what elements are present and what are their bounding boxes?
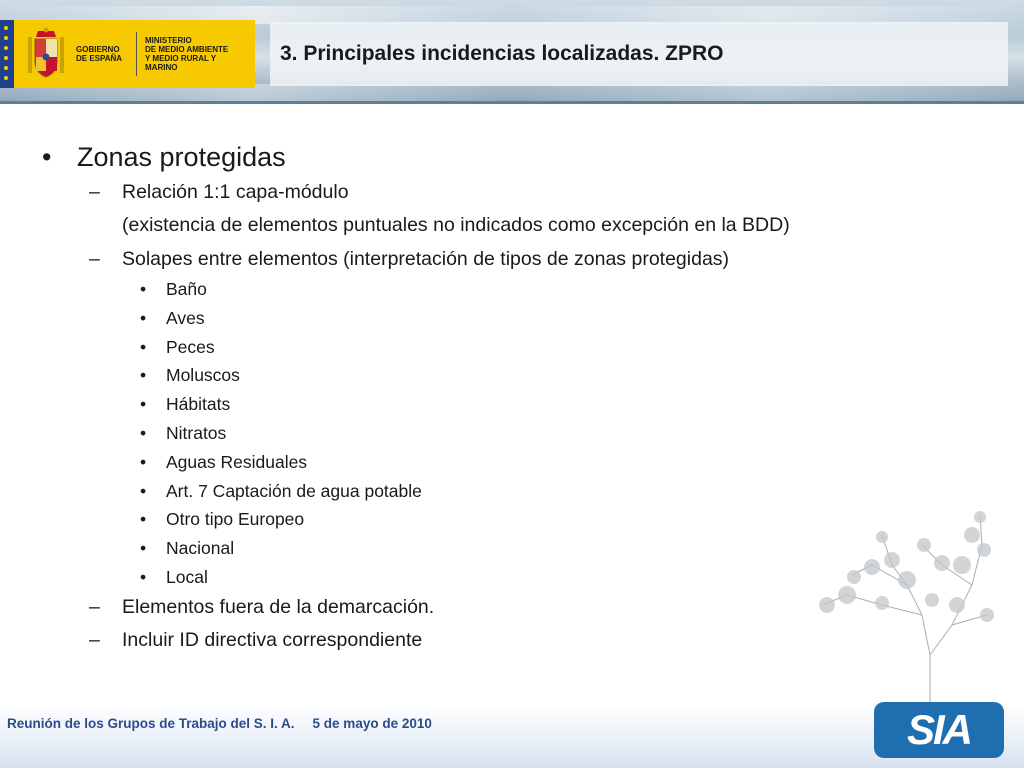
sia-logo: [874, 702, 1004, 758]
header-rule: [0, 101, 1024, 104]
bullet-icon: •: [140, 451, 147, 472]
dash-icon: –: [89, 596, 100, 618]
zone-type-label: Local: [166, 567, 208, 587]
bullet-icon: •: [42, 142, 52, 172]
logo-divider: [136, 32, 137, 76]
zone-type-label: Otro tipo Europeo: [166, 509, 305, 530]
level2-text: Solapes entre elementos (interpretación de tipos de zonas protegidas): [122, 248, 730, 270]
zone-type-label: Nitratos: [166, 423, 227, 443]
zone-type-label: Aguas Residuales: [166, 451, 308, 472]
bullet-icon: •: [140, 423, 147, 443]
meeting-date: 5 de mayo de 2010: [312, 716, 432, 731]
zone-type-label: Baño: [166, 279, 207, 299]
eu-flag-icon: [0, 20, 14, 88]
government-logo: [0, 20, 255, 88]
zone-type-label: Peces: [166, 336, 215, 357]
footer: [0, 704, 1024, 768]
zone-type-label: Art. 7 Captación de agua potable: [166, 480, 422, 501]
slide-title-box: [270, 22, 1008, 86]
bullet-icon: •: [140, 509, 147, 530]
header-banner: [0, 0, 1024, 104]
dash-icon: –: [89, 248, 100, 270]
dash-icon: –: [89, 181, 100, 203]
level2-text: Elementos fuera de la demarcación.: [122, 596, 435, 618]
bullet-icon: •: [140, 480, 147, 501]
bullet-icon: •: [140, 365, 147, 386]
level1-text: Zonas protegidas: [77, 142, 286, 172]
decorative-tree-illustration: [812, 505, 1002, 705]
dash-icon: –: [89, 629, 100, 651]
zone-type-label: Hábitats: [166, 394, 231, 415]
bullet-icon: •: [140, 567, 147, 587]
zone-type-label: Moluscos: [166, 365, 240, 386]
ministry-label: MINISTERIO DE MEDIO AMBIENTE Y MEDIO RURAL Y MARINO: [145, 36, 229, 72]
bullet-icon: •: [140, 538, 147, 559]
slide-title: 3. Principales incidencias localizadas. ZPRO: [280, 42, 724, 65]
meeting-name: Reunión de los Grupos de Trabajo del S. I. A.: [7, 716, 295, 731]
government-label: GOBIERNO DE ESPAÑA: [76, 45, 123, 63]
bullet-icon: •: [140, 394, 147, 415]
bullet-icon: •: [140, 307, 147, 328]
level2-text: (existencia de elementos puntuales no indicados como excepción en la BDD): [122, 214, 790, 236]
coat-of-arms-icon: [26, 27, 66, 81]
footer-caption: [7, 716, 432, 731]
sia-logo-text: SIA: [906, 706, 971, 753]
zone-type-label: Aves: [166, 307, 205, 328]
bullet-icon: •: [140, 279, 147, 299]
zone-type-label: Nacional: [166, 538, 235, 559]
level2-text: Incluir ID directiva correspondiente: [122, 629, 423, 651]
bullet-icon: •: [140, 336, 147, 357]
level2-text: Relación 1:1 capa-módulo: [122, 181, 349, 203]
